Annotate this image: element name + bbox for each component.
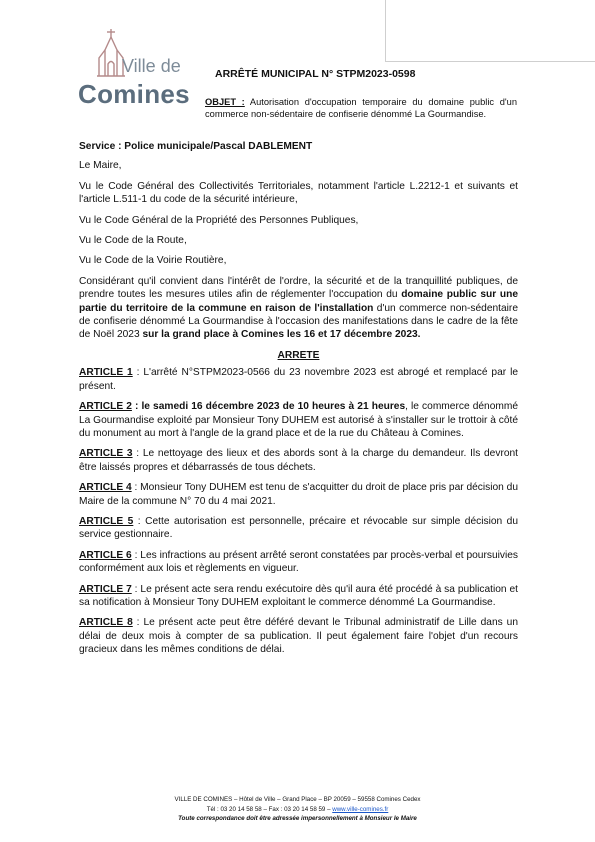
footer-website-link[interactable]: www.ville-comines.fr (332, 805, 389, 813)
considerant-paragraph (79, 275, 518, 342)
article-7-label: ARTICLE 7 (79, 583, 132, 595)
article-7-text: : Le présent acte sera rendu exécutoire dès qu'il aura été procédé à sa publication et sa notification à Monsieur Tony DUHEM exploitant le commerce dénommé La Gourmandise. (79, 583, 518, 608)
article-8-label: ARTICLE 8 (79, 617, 133, 629)
logo (74, 28, 194, 110)
article-2 (79, 400, 518, 440)
article-6-text: : Les infractions au présent arrêté seront constatées par procès-verbal et poursuivies conformément aux lois et règlements en vigueur. (79, 549, 518, 575)
considerant-part-d: sur la grand place à Comines les 16 et 17 décembre 2023. (142, 329, 421, 341)
logo-comines-text: Comines (78, 79, 190, 109)
article-1-label: ARTICLE 1 (79, 367, 133, 379)
considerant-part-a: Considérant qu'il convient dans l'intérêt de l'ordre, la sécurité et de la tranquillité publiques, de prendre toutes les mesures utiles afin de réglementer l'occupation du (79, 275, 518, 301)
footer-address: VILLE DE COMINES – Hôtel de Ville – Grand Place – BP 20059 – 59558 Comines Cedex (174, 796, 421, 803)
footer-notice: Toute correspondance doit être adressée impersonnellement à Monsieur le Maire (178, 815, 417, 822)
article-2-bold: : le samedi 16 décembre 2023 de 10 heures à 21 heures (131, 401, 406, 413)
service-line: Service : Police municipale/Pascal DABLEMENT (79, 141, 313, 152)
vu-cgppp: Vu le Code Général de la Propriété des Personnes Publiques, (79, 214, 359, 226)
considerant-part-b: domaine public sur une partie du territoire de la commune en raison de l'installation (79, 289, 518, 314)
document-title: ARRÊTÉ MUNICIPAL N° STPM2023-0598 (215, 68, 416, 80)
arrete-heading: ARRETE (277, 349, 320, 361)
maire-line: Le Maire, (79, 160, 122, 172)
vu-cgct: Vu le Code Général des Collectivités Territoriales, notamment l'article L.2212-1 et suivants et l'article L.511-1 du code de la sécurité intérieure, (79, 180, 518, 206)
article-5-text: : Cette autorisation est personnelle, précaire et révocable sur simple décision du service gestionnaire. (79, 515, 518, 541)
article-5-label: ARTICLE 5 (79, 515, 134, 527)
objet-label: OBJET : (205, 97, 245, 107)
article-4 (79, 481, 518, 508)
footer-phone-fax: Tél : 03 20 14 58 58 – Fax : 03 20 14 58 59 – (206, 805, 333, 813)
article-3 (79, 447, 518, 474)
logo-ville-text: Ville de (122, 56, 181, 76)
article-5 (79, 515, 518, 542)
article-6-label: ARTICLE 6 (79, 549, 132, 561)
article-2-text: , le commerce dénommé La Gourmandise exploité par Monsieur Tony DUHEM est autorisé à s'installer sur le trottoir à côté du monument au mort à l'angle de la grand place et de la rue du Château à Comines. (79, 401, 519, 439)
vu-code-voirie: Vu le Code de la Voirie Routière, (79, 255, 227, 267)
article-1-text: : L'arrêté N°STPM2023-0566 du 23 novembre 2023 est abrogé et remplacé par le présent. (79, 367, 518, 392)
article-4-label: ARTICLE 4 (79, 482, 132, 494)
article-3-label: ARTICLE 3 (79, 448, 133, 460)
article-8-text: : Le présent acte peut être déféré devant le Tribunal administratif de Lille dans un délai de deux mois à compter de sa publication. Il peut également faire l'objet d'un recours gracieux dans les mêmes conditions de délai. (79, 617, 518, 656)
article-4-text: : Monsieur Tony DUHEM est tenu de s'acquitter du droit de place pris par décision du Maire de la commune N° 70 du 4 mai 2021. (79, 482, 519, 507)
registration-stamp-box (385, 0, 595, 62)
footer-contact (0, 805, 595, 815)
vu-code-route: Vu le Code de la Route, (79, 235, 187, 247)
article-2-label: ARTICLE 2 (79, 401, 132, 413)
article-1 (79, 366, 518, 393)
article-6 (79, 549, 518, 576)
considerant-part-c: d'un commerce non-sédentaire de confiserie dénommé La Gourmandise à l'occasion des manifestations dans le cadre de la fête de Noël 2023 (79, 302, 518, 341)
document-body (79, 140, 518, 664)
article-7 (79, 583, 518, 610)
objet-text: Autorisation d'occupation temporaire du domaine public d'un commerce non-sédentaire de confiserie dénommé La Gourmandise. (205, 97, 517, 120)
article-8 (79, 616, 518, 656)
article-3-text: : Le nettoyage des lieux et des abords sont à la charge du demandeur. Ils devront être laissés propres et débarrassés de tous déchets. (79, 448, 518, 473)
footer (0, 795, 595, 824)
objet-block (205, 96, 517, 121)
